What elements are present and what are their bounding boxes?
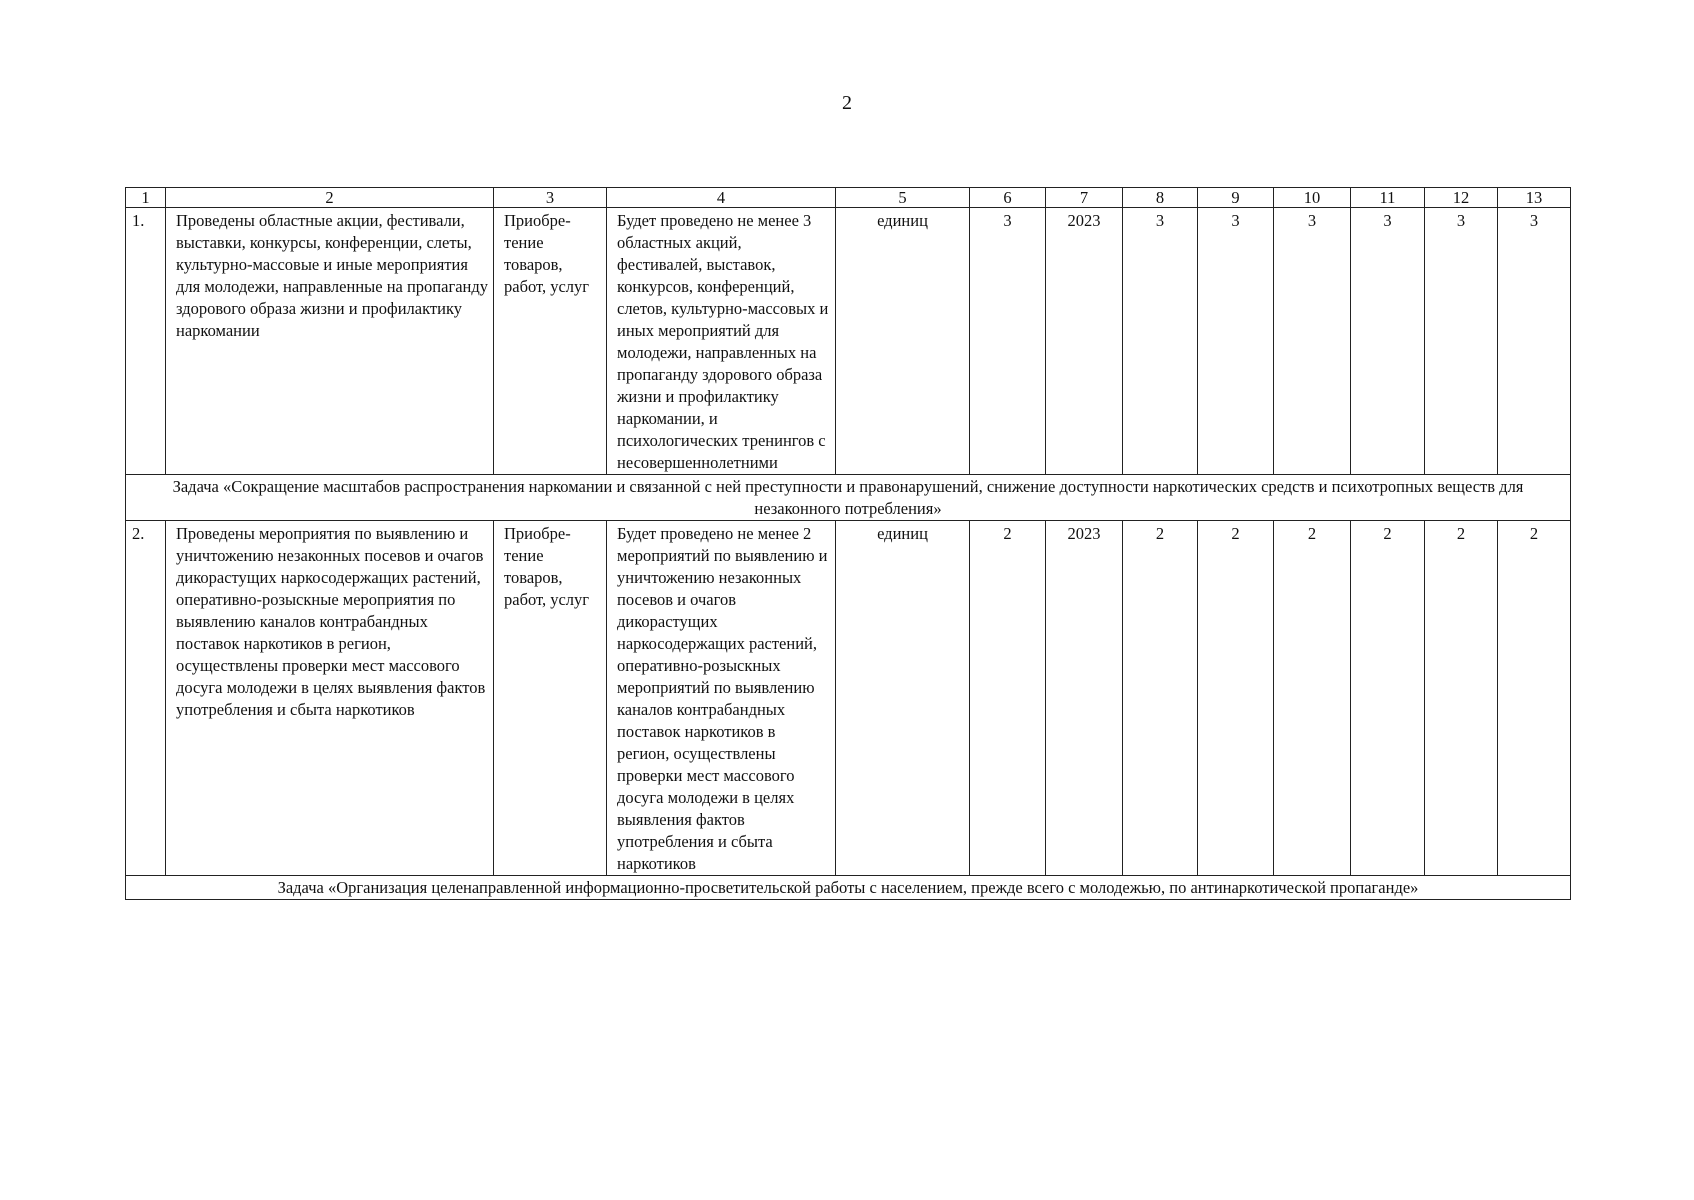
value-col-10: 3 [1274, 208, 1351, 475]
value-col-11: 2 [1351, 521, 1425, 876]
column-header: 3 [494, 188, 607, 208]
task-row [126, 475, 1571, 521]
value-col-8: 3 [1123, 208, 1198, 475]
value-col-11: 3 [1351, 208, 1425, 475]
base-value: 3 [970, 208, 1046, 475]
column-header: 12 [1425, 188, 1498, 208]
column-header: 13 [1498, 188, 1571, 208]
value-col-13: 2 [1498, 521, 1571, 876]
base-value: 2 [970, 521, 1046, 876]
task-row [126, 876, 1571, 900]
result-description: Будет проведено не менее 2 мероприятий по выявлению и уничтожению незаконных посевов и очагов дикорастущих наркосодержащих растений, оперативно-розыскных мероприятий по выявлению каналов контрабандных поставок наркотиков в регион, осуществлены проверки мест массового досуга молодежи в целях выявления фактов употребления и сбыта наркотиков [607, 521, 836, 876]
column-header: 9 [1198, 188, 1274, 208]
value-col-8: 2 [1123, 521, 1198, 876]
result-type: Приобре-тение товаров, работ, услуг [494, 521, 607, 876]
base-year: 2023 [1046, 521, 1123, 876]
column-header: 1 [126, 188, 166, 208]
value-col-12: 2 [1425, 521, 1498, 876]
value-col-9: 3 [1198, 208, 1274, 475]
row-number: 2. [126, 521, 166, 876]
column-header: 6 [970, 188, 1046, 208]
table-row [126, 521, 1571, 876]
unit-of-measure: единиц [836, 208, 970, 475]
column-header: 11 [1351, 188, 1425, 208]
column-header: 8 [1123, 188, 1198, 208]
result-text: Проведены мероприятия по выявлению и уничтожению незаконных посевов и очагов дикорастущих наркосодержащих растений, оперативно-розыскные мероприятия по выявлению каналов контрабандных поставок наркотиков в регион, осуществлены проверки мест массового досуга молодежи в целях выявления фактов употребления и сбыта наркотиков [166, 521, 494, 876]
column-header: 5 [836, 188, 970, 208]
column-header: 4 [607, 188, 836, 208]
task-title: Задача «Сокращение масштабов распространения наркомании и связанной с ней преступности и правонарушений, снижение доступности наркотических средств и психотропных веществ для незаконного потребления» [126, 475, 1571, 521]
table-row [126, 208, 1571, 475]
value-col-12: 3 [1425, 208, 1498, 475]
row-number: 1. [126, 208, 166, 475]
result-description: Будет проведено не менее 3 областных акций, фестивалей, выставок, конкурсов, конференций, слетов, культурно-массовых и иных мероприятий для молодежи, направленных на пропаганду здорового образа жизни и профилактику наркомании, и психологических тренингов с несовершеннолетними [607, 208, 836, 475]
column-header: 7 [1046, 188, 1123, 208]
result-type: Приобре-тение товаров, работ, услуг [494, 208, 607, 475]
column-header: 10 [1274, 188, 1351, 208]
result-text: Проведены областные акции, фестивали, выставки, конкурсы, конференции, слеты, культурно-массовые и иные мероприятия для молодежи, направленные на пропаганду здорового образа жизни и профилактику наркомании [166, 208, 494, 475]
value-col-13: 3 [1498, 208, 1571, 475]
value-col-10: 2 [1274, 521, 1351, 876]
value-col-9: 2 [1198, 521, 1274, 876]
table-header-row [126, 188, 1571, 208]
unit-of-measure: единиц [836, 521, 970, 876]
column-header: 2 [166, 188, 494, 208]
results-table [125, 187, 1571, 900]
task-title: Задача «Организация целенаправленной информационно-просветительской работы с населением, прежде всего с молодежью, по антинаркотической пропаганде» [126, 876, 1571, 900]
base-year: 2023 [1046, 208, 1123, 475]
page-number: 2 [842, 92, 852, 114]
